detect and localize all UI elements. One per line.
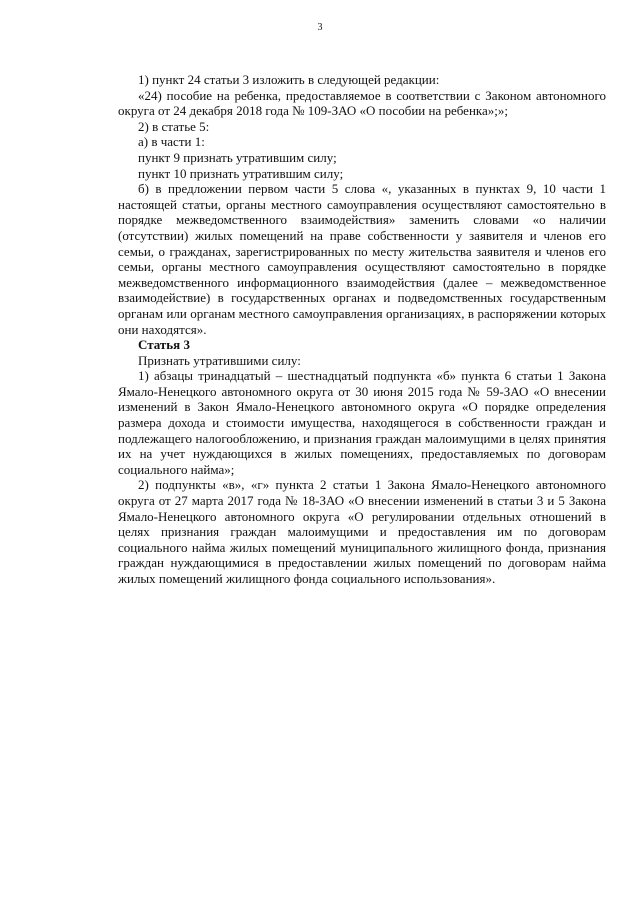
paragraph-point-9-repealed: пункт 9 признать утратившим силу; xyxy=(138,149,337,165)
paragraph-new-point-24-text: «24) пособие на ребенка, предоставляемое в соответствии с Законом автономного округа от 24 декабря 2018 года № 109-ЗАО «О пособии на ребенка»;»; xyxy=(118,87,606,119)
paragraph-part-5-replacement: б) в предложении первом части 5 слова «, указанных в пунктах 9, 10 части 1 настоящей статьи, органы местного самоуправления осуществляют самостоятельно в порядке межведомственного взаимодействия» заменить словами «о наличии (отсутствии) жилых помещений на праве собственности у заявителя и членов его семьи, о гражданах, зарегистрированных по месту жительства заявителя и членов его семьи, органы местного самоуправления осуществляют самостоятельно в порядке межведомственного информационного взаимодействия (далее – межведомственное взаимодействие) в государственных органах и подведомственных государственным органам или органам местного самоуправления организациях, в распоряжении которых они находятся». xyxy=(118,181,606,337)
paragraph-amend-point-24: 1) пункт 24 статьи 3 изложить в следующей редакции: xyxy=(138,72,440,87)
article-3-intro: Признать утратившими силу: xyxy=(138,352,301,368)
paragraph-part-1: а) в части 1: xyxy=(138,134,205,150)
page-number: 3 xyxy=(317,22,323,33)
document-body xyxy=(118,72,606,587)
article-3-item-2: 2) подпункты «в», «г» пункта 2 статьи 1 Закона Ямало-Ненецкого автономного округа от 27 марта 2017 года № 18-ЗАО «О внесении изменений в статьи 3 и 5 Закона Ямало-Ненецкого автономного округа «О регулировании отдельных отношений в целях признания граждан малоимущими и предоставления им по договорам социального найма жилых помещений муниципального жилищного фонда, признания граждан нуждающимися в предоставлении жилых помещений по договорам найма жилых помещений жилищного фонда социального использования». xyxy=(118,477,606,586)
paragraph-point-10-repealed: пункт 10 признать утратившим силу; xyxy=(138,165,344,181)
article-3-item-1: 1) абзацы тринадцатый – шестнадцатый подпункта «б» пункта 6 статьи 1 Закона Ямало-Ненецкого автономного округа от 30 июня 2015 года № 59-ЗАО «О внесении изменений в Закон Ямало-Ненецкого автономного округа «О порядке определения размера дохода и стоимости имущества, находящегося в собственности граждан и подлежащего налогообложению, и признания граждан малоимущими в целях принятия их на учет нуждающихся в жилых помещениях, предоставляемых по договорам социального найма»; xyxy=(118,368,606,477)
article-3-heading: Статья 3 xyxy=(138,337,190,353)
paragraph-article-5: 2) в статье 5: xyxy=(138,118,210,134)
